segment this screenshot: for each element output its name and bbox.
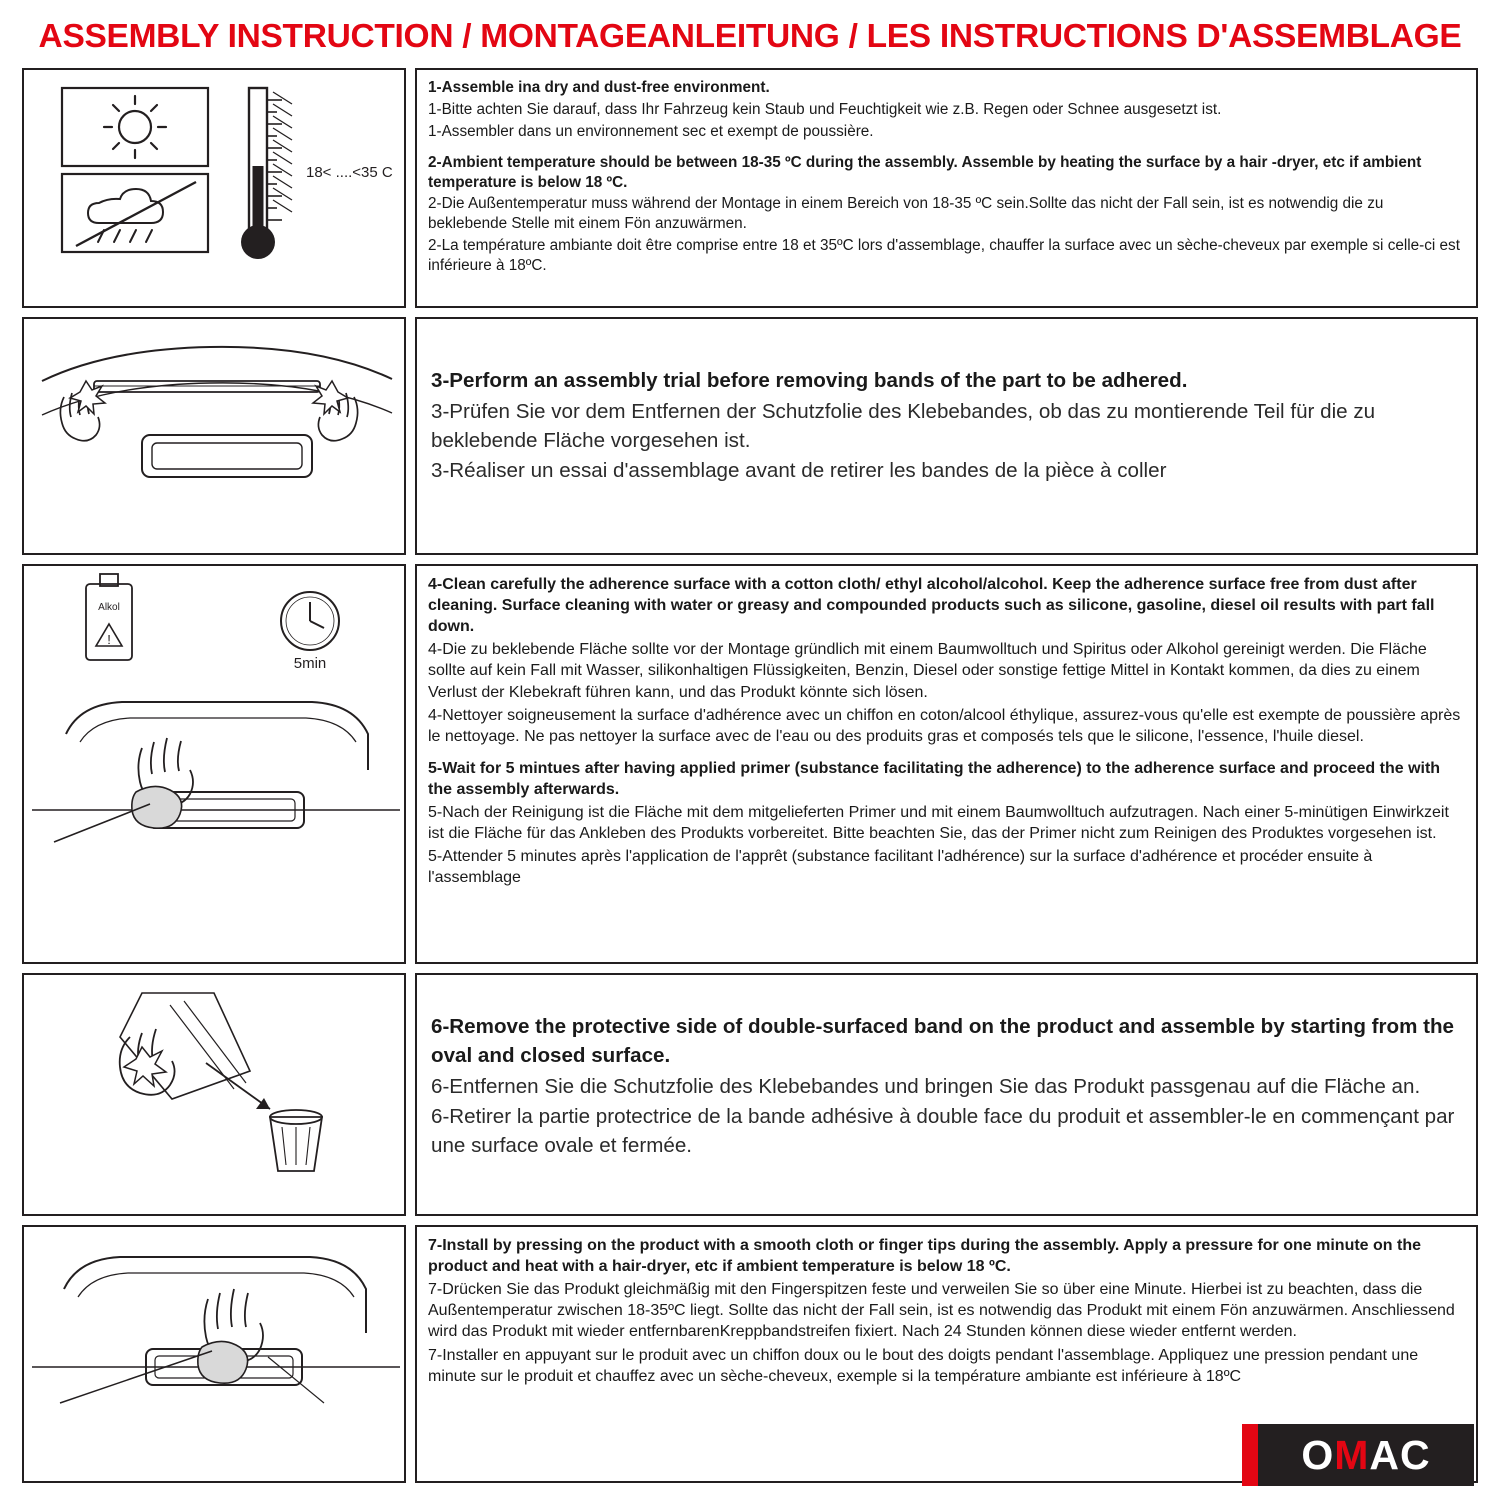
page-title: ASSEMBLY INSTRUCTION / MONTAGEANLEITUNG / LES INSTRUCTIONS D'ASSEMBLAGE <box>38 18 1462 55</box>
illustration-press-product <box>22 1225 406 1483</box>
logo-letter-m: M <box>1334 1431 1370 1478</box>
step-text-3 <box>415 317 1478 555</box>
step-1-en: 1-Assemble ina dry and dust-free environment. <box>428 79 770 96</box>
step-3-fr: 3-Réaliser un essai d'assemblage avant de retirer les bandes de la pièce à coller <box>431 459 1167 483</box>
step-6-en: 6-Remove the protective side of double-surfaced band on the product and assemble by starting from the oval and closed surface. <box>431 1015 1454 1067</box>
step-row-3 <box>22 564 1478 964</box>
step-7-fr: 7-Installer en appuyant sur le produit avec un chiffon doux ou le bout des doigts pendant l'assemblage. Appliquez une pression pendant une minute sur le produit et chauffez avec un sèche-cheveux, exemple si la température ambiante est inférieure à 18ºC <box>428 1346 1419 1385</box>
step-5-de: 5-Nach der Reinigung ist die Fläche mit dem mitgelieferten Primer und mit einem Baumwolltuch aufzutragen. Nach einer 5-minütigen Einwirkzeit ist die Fläche für das Ankleben des Produkts vorbereitet. Bitte beachten Sie, das der Primer nicht zum Reinigen des Produktes vorgesehen ist. <box>428 804 1449 843</box>
step-6-de: 6-Entfernen Sie die Schutzfolie des Klebebandes und bringen Sie das Produkt passgenau auf die Fläche an. <box>431 1074 1421 1098</box>
svg-text:!: ! <box>107 632 111 647</box>
logo-wordmark <box>1258 1424 1474 1486</box>
illustration-peel-film <box>22 973 406 1216</box>
step-2-de: 2-Die Außentemperatur muss während der Montage in einem Bereich von 18-35 ºC sein.Sollte das nicht der Fall sein, ist es notwendig die zu beklebende Stelle mit einem Fön anzuwärmen. <box>428 195 1384 233</box>
logo-letters-ac: AC <box>1369 1431 1431 1478</box>
step-4-en: 4-Clean carefully the adherence surface with a cotton cloth/ ethyl alcohol/alcohol. Keep the adherence surface free from dust after cleaning. Surface cleaning with water or greasy and compounded products such as silicone, gasoline, diesel oil results with part fall down. <box>428 576 1435 636</box>
bottle-label: Alkol <box>98 602 120 613</box>
illustration-sun-no-rain-thermometer <box>22 68 406 308</box>
logo-letter-o: O <box>1301 1431 1335 1478</box>
step-6-fr: 6-Retirer la partie protectrice de la bande adhésive à double face du produit et assembler-le en commençant par une surface ovale et fermée. <box>431 1105 1455 1158</box>
step-text-1-2 <box>415 68 1478 308</box>
step-row-1 <box>22 68 1478 308</box>
step-7-en: 7-Install by pressing on the product with a smooth cloth or finger tips during the assembly. Apply a pressure for one minute on the product and heat with a hair-dryer, etc if ambient temperature is below 18 ºC. <box>428 1237 1421 1276</box>
clock-label: 5min <box>293 655 327 672</box>
omac-logo <box>1242 1424 1474 1486</box>
step-row-2 <box>22 317 1478 555</box>
step-text-6 <box>415 973 1478 1216</box>
step-row-4 <box>22 973 1478 1216</box>
step-2-en: 2-Ambient temperature should be between 18-35 ºC during the assembly. Assemble by heating the surface by a hair -dryer, etc if ambient temperature is below 18 ºC. <box>428 153 1422 191</box>
step-7-de: 7-Drücken Sie das Produkt gleichmäßig mit den Fingerspitzen feste und verweilen Sie so über eine Minute. Hierbei ist zu beachten, dass die Außentemperatur zwischen 18-35ºC liegt. Sollte das nicht der Fall sein, ist es notwendig das Produkt mit einem Fön anzuwärmen. Anschliessend wird das Produkt mit wieder entfernbarenKreppbandstreifen fixiert. Nach 24 Stunden können diese wieder entfernt werden. <box>428 1281 1455 1341</box>
step-2-fr: 2-La température ambiante doit être comprise entre 18 et 35ºC lors d'assemblage, chauffer la surface avec un sèche-cheveux par exemple si celle-ci est inférieure à 18ºC. <box>428 237 1460 274</box>
step-1-de: 1-Bitte achten Sie darauf, dass Ihr Fahrzeug kein Staub und Feuchtigkeit wie z.B. Regen oder Schnee ausgesetzt ist. <box>428 100 1222 118</box>
step-4-fr: 4-Nettoyer soigneusement la surface d'adhérence avec un chiffon en coton/alcool éthylique, assurez-vous qu'elle est exempte de poussière après le nettoyage. Ne pas nettoyer la surface avec de l'eau ou des produits gras et composés tels que le silicone, l'essence, l'huile diesel. <box>428 706 1461 745</box>
step-1-fr: 1-Assembler dans un environnement sec et exempt de poussière. <box>428 122 874 140</box>
step-4-de: 4-Die zu beklebende Fläche sollte vor der Montage gründlich mit einem Baumwolltuch und Spiritus oder Alkohol gereinigt werden. Die Fläche sollte auf kein Fall mit Wasser, silikonhaltigen Flüssigkeiten, Benzin, Diesel oder sonstige fettige Mittel in Kontakt kommen, da dies zu einem Verlust der Klebekraft führen kann, und das Produkt könnte sich lösen. <box>428 641 1427 701</box>
illustration-trial-fit <box>22 317 406 555</box>
steps-container <box>22 68 1478 1490</box>
step-3-de: 3-Prüfen Sie vor dem Entfernen der Schutzfolie des Klebebandes, ob das zu montierende Teil für die zu beklebende Fläche vorgesehen ist. <box>431 399 1376 452</box>
illustration-clean-surface <box>22 564 406 964</box>
step-5-fr: 5-Attender 5 minutes après l'application de l'apprêt (substance facilitant l'adhérence) sur la surface d'adhérence et procéder ensuite à l'assemblage <box>428 848 1373 887</box>
step-3-en: 3-Perform an assembly trial before removing bands of the part to be adhered. <box>431 369 1188 392</box>
step-5-en: 5-Wait for 5 mintues after having applied primer (substance facilitating the adherence) to the adherence surface and proceed the with the assembly afterwards. <box>428 759 1441 798</box>
logo-accent-bar <box>1242 1424 1258 1486</box>
step-text-4-5 <box>415 564 1478 964</box>
temperature-range-label: 18< ....<35 C <box>306 164 393 181</box>
